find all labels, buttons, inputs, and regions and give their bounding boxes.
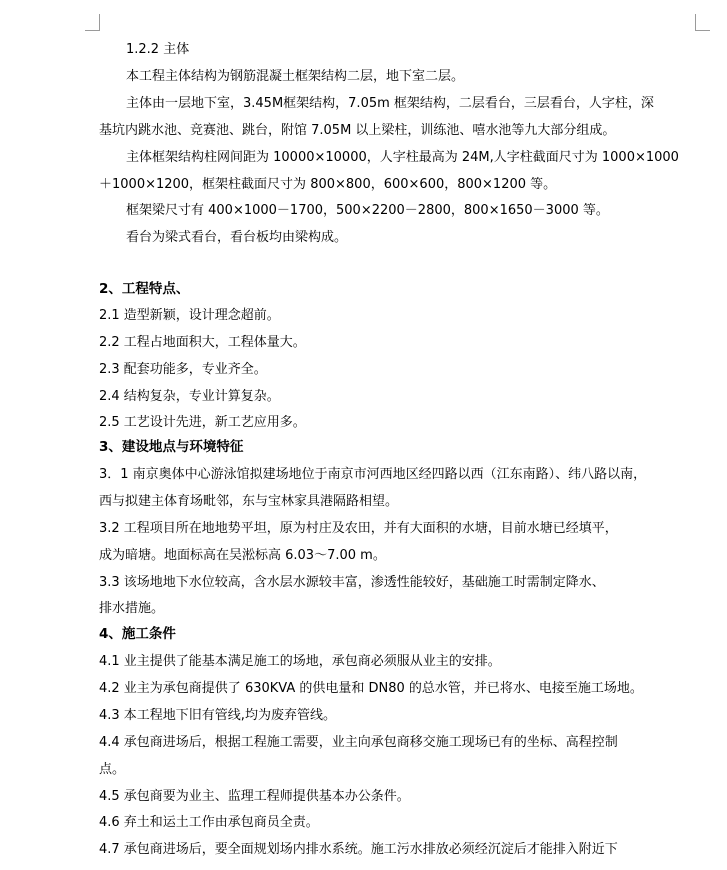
list-item: 2.3 配套功能多，专业齐全。 <box>99 362 267 377</box>
paragraph-line: 框架梁尺寸有 400×1000－1700，500×2200－2800，800×1650－3000 等。 <box>126 203 609 218</box>
list-item: 4.3 本工程地下旧有管线,均为废弃管线。 <box>99 708 336 723</box>
list-item: 4.1 业主提供了能基本满足施工的场地，承包商必须服从业主的安排。 <box>99 654 501 669</box>
paragraph-line: 本工程主体结构为钢筋混凝土框架结构二层，地下室二层。 <box>126 69 465 84</box>
list-item: 2.2 工程占地面积大，工程体量大。 <box>99 335 306 350</box>
section-heading-3: 3、建设地点与环境特征 <box>99 439 244 455</box>
list-item: 4.7 承包商进场后，要全面规划场内排水系统。施工污水排放必须经沉淀后才能排入附近下 <box>99 842 618 857</box>
list-item: 4.5 承包商要为业主、监理工程师提供基本办公条件。 <box>99 789 410 804</box>
paragraph-line: 看台为梁式看台，看台板均由梁构成。 <box>126 230 348 245</box>
paragraph-line: 西与拟建主体育场毗邻，东与宝林家具港隔路相望。 <box>99 494 399 509</box>
page-corner-mark-right <box>695 14 710 31</box>
list-item: 4.4 承包商进场后，根据工程施工需要，业主向承包商移交施工现场已有的坐标、高程控制 <box>99 735 618 750</box>
list-item: 2.1 造型新颖，设计理念超前。 <box>99 308 280 323</box>
list-item: 点。 <box>99 762 126 777</box>
section-heading-4: 4、施工条件 <box>99 626 176 642</box>
paragraph-line: 3.2 工程项目所在地地势平坦，原为村庄及农田，并有大面积的水塘，目前水塘已经填平， <box>99 521 618 536</box>
paragraph-line: 成为暗塘。地面标高在吴淞标高 6.03～7.00 m。 <box>99 548 386 563</box>
paragraph-line: 主体由一层地下室，3.45M框架结构，7.05m 框架结构，二层看台，三层看台，人字柱，深 <box>126 96 654 111</box>
list-item: 2.5 工艺设计先进，新工艺应用多。 <box>99 415 306 430</box>
paragraph-line: 3．1 南京奥体中心游泳馆拟建场地位于南京市河西地区经四路以西（江东南路）、纬八路以南， <box>99 467 647 482</box>
section-heading-2: 2、工程特点、 <box>99 281 190 297</box>
list-item: 4.2 业主为承包商提供了 630KVA 的供电量和 DN80 的总水管，并已将水、电接至施工场地。 <box>99 681 643 696</box>
page-corner-mark-left <box>85 14 100 31</box>
section-heading-1-2-2: 1.2.2 主体 <box>126 42 190 57</box>
paragraph-line: 主体框架结构柱网间距为 10000×10000，人字柱最高为 24M,人字柱截面尺寸为 1000×1000 <box>126 150 679 165</box>
list-item: 2.4 结构复杂，专业计算复杂。 <box>99 389 280 404</box>
paragraph-line: ＋1000×1200，框架柱截面尺寸为 800×800，600×600，800×1200 等。 <box>99 177 557 192</box>
list-item: 4.6 弃土和运土工作由承包商员全责。 <box>99 815 319 830</box>
paragraph-line: 排水措施。 <box>99 601 165 616</box>
paragraph-line: 基坑内跳水池、竞赛池、跳台，附馆 7.05M 以上梁柱，训练池、嘻水池等九大部分组成。 <box>99 123 616 138</box>
paragraph-line: 3.3 该场地地下水位较高，含水层水源较丰富，渗透性能较好，基础施工时需制定降水、 <box>99 575 605 590</box>
